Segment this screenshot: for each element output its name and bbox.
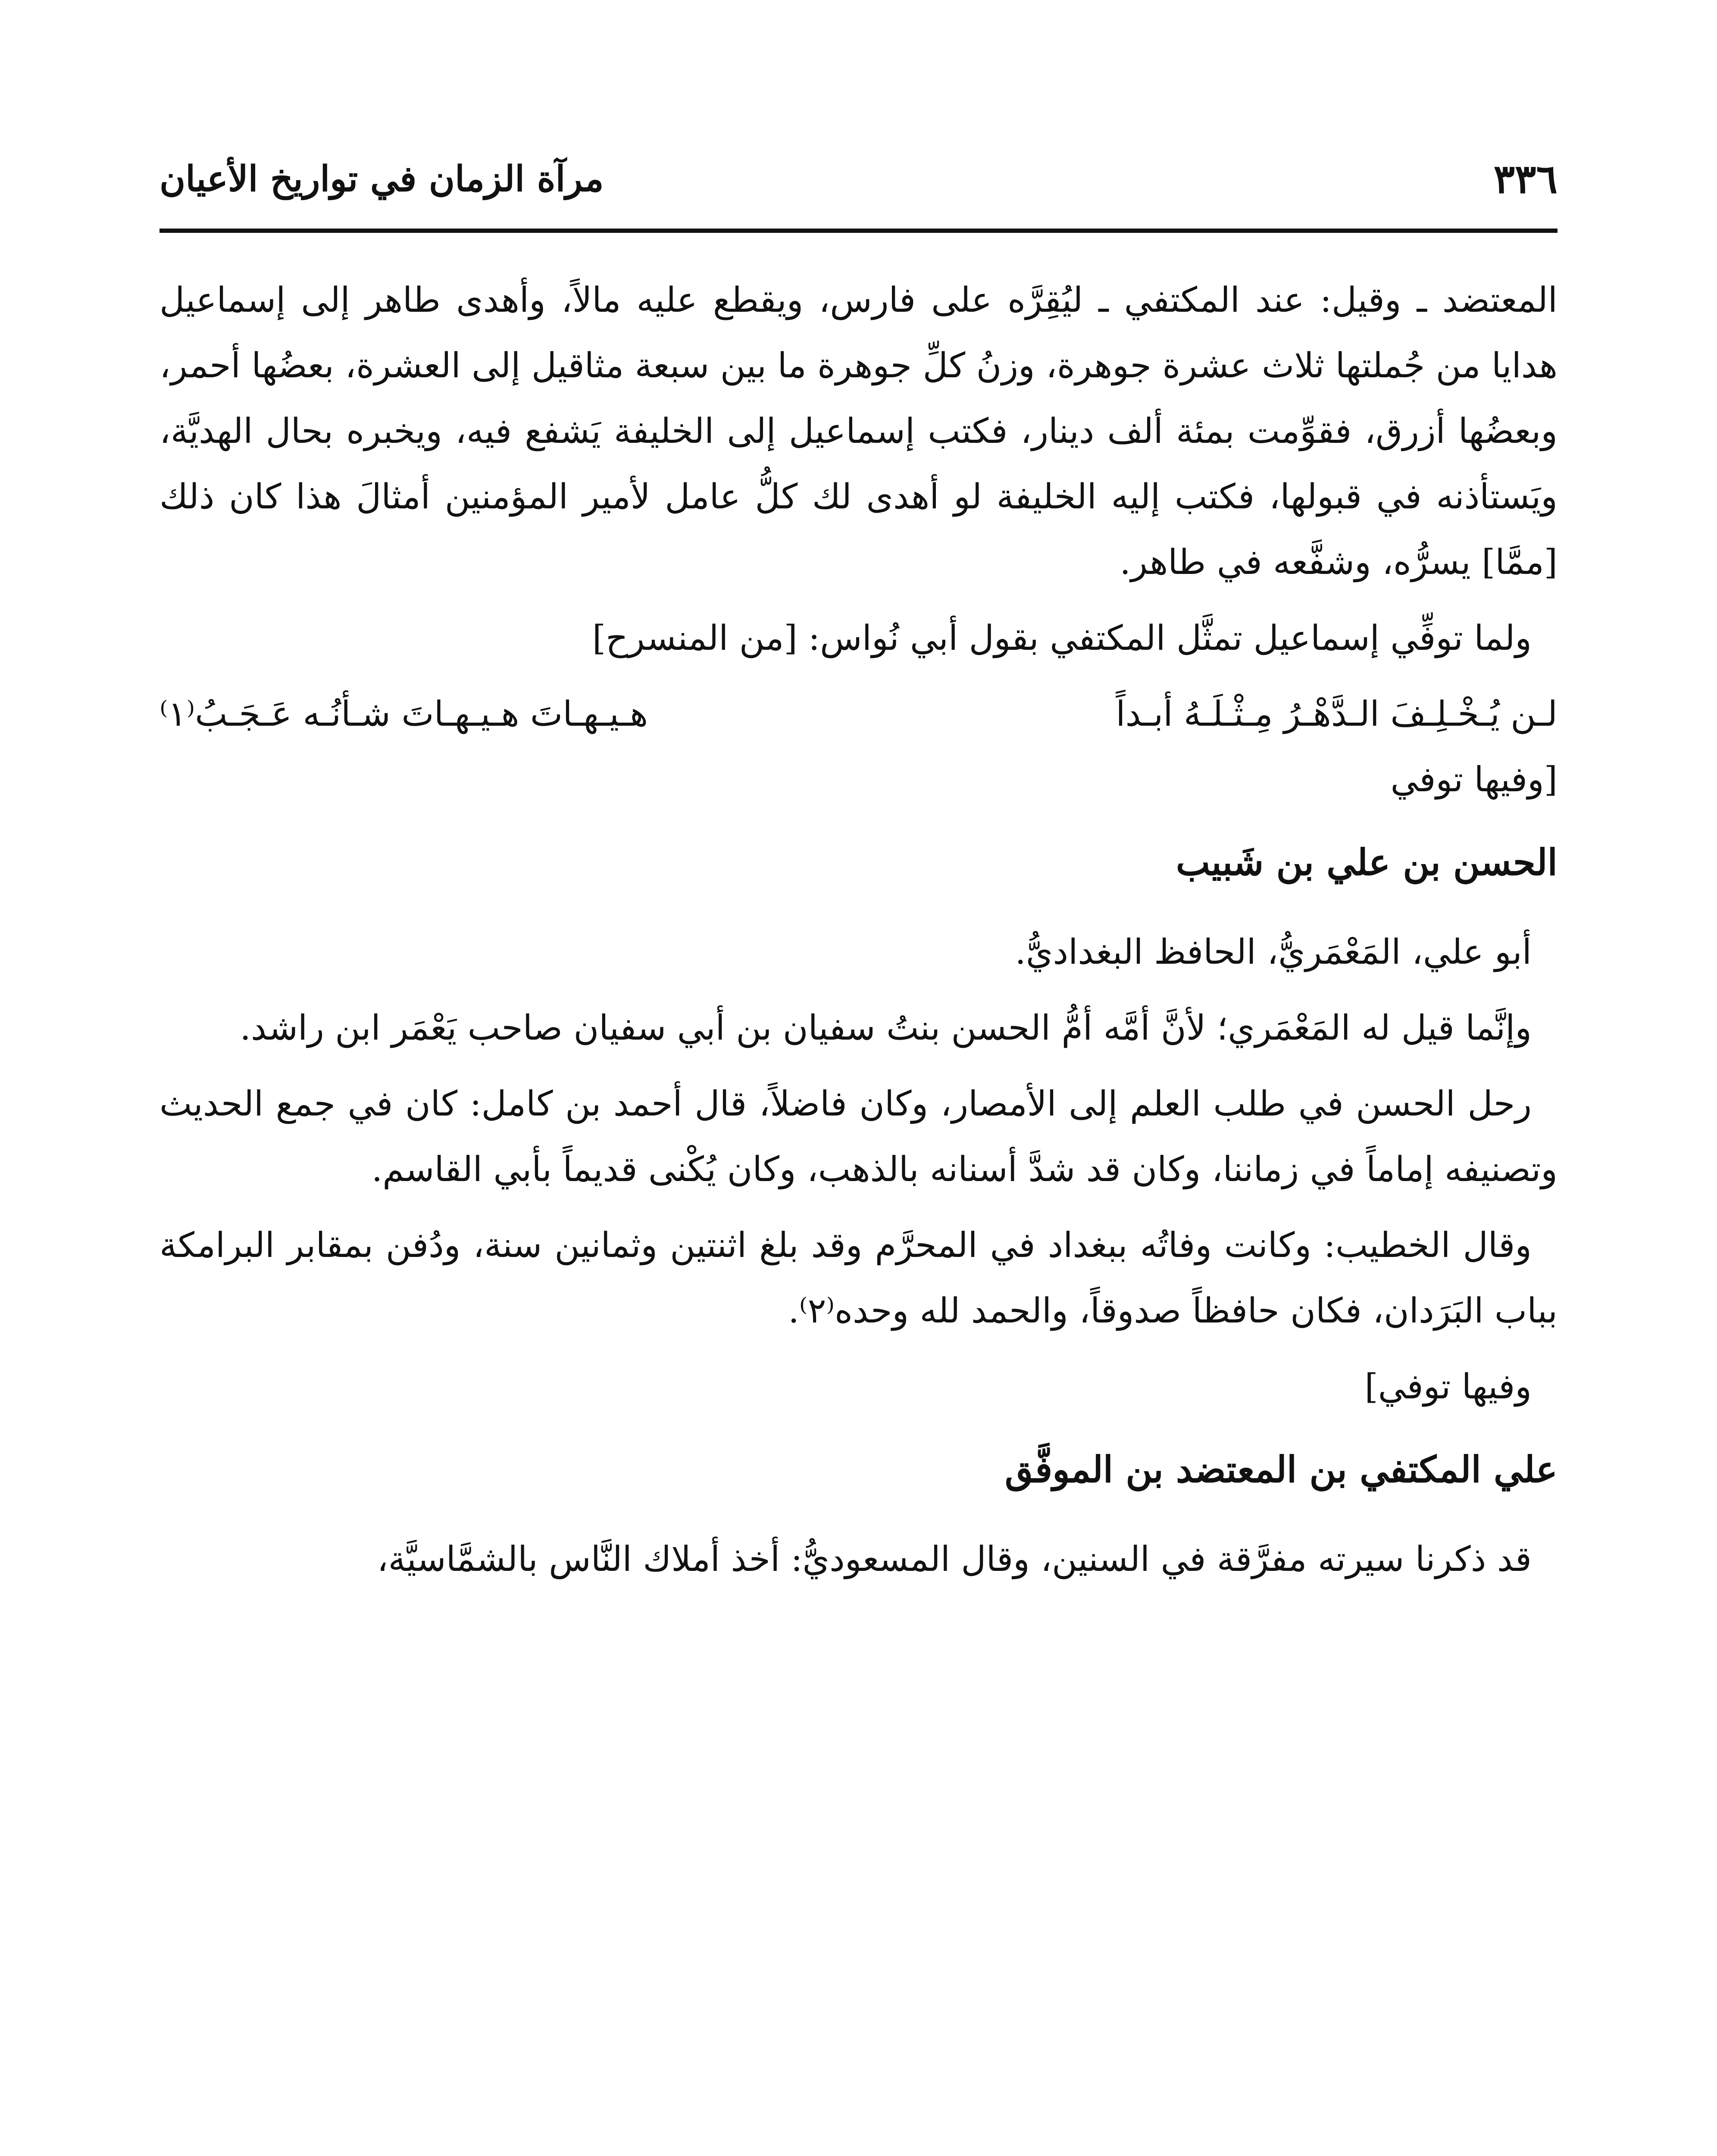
paragraph: أبو علي، المَعْمَريُّ، الحافظ البغداديُّ. [1015,932,1532,972]
header-rule [160,229,1557,233]
main-text [160,267,1557,1602]
paragraph: قد ذكرنا سيرته مفرَّقة في السنين، وقال المسعوديُّ: أخذ أملاك النَّاس بالشمَّاسيَّة، [377,1539,1532,1579]
paragraph: [وفيها توفي [1390,759,1557,799]
paragraph: وقال الخطيب: وكانت وفاتُه ببغداد في المحرَّم وقد بلغ اثنتين وثمانين سنة، ودُفن بمقابر البرامكة بباب البَرَدان، فكان حافظاً صدوقاً، والحمد لله وحده⁽٢⁾. [160,1225,1557,1331]
running-title: مرآة الزمان في تواريخ الأعيان [160,158,604,200]
page-header [160,147,1557,211]
verse-first-hemistich: لـن يُـخْـلِـفَ الـدَّهْـرُ مِـثْـلَـهُ أبـداً [1116,694,1557,734]
poem-verse [160,681,1557,747]
paragraph: رحل الحسن في طلب العلم إلى الأمصار، وكان فاضلاً، قال أحمد بن كامل: كان في جمع الحديث وتصنيفه إماماً في زماننا، وكان قد شدَّ أسنانه بالذهب، وكان يُكْنى قديماً بأبي القاسم. [160,1084,1557,1189]
page-number: ٣٣٦ [1493,156,1557,202]
paragraph: وإنَّما قيل له المَعْمَري؛ لأنَّ أمَّه أمُّ الحسن بنتُ سفيان بن أبي سفيان صاحب يَعْمَر ابن راشد. [240,1008,1532,1048]
section-heading: الحسن بن علي بن شَبيب [1176,841,1557,884]
paragraph: ولما توفِّي إسماعيل تمثَّل المكتفي بقول أبي نُواس: [من المنسرح] [592,618,1532,658]
paragraph: وفيها توفي] [1364,1366,1532,1407]
section-heading: علي المكتفي بن المعتضد بن الموفَّق [1005,1448,1557,1491]
paragraph: المعتضد ـ وقيل: عند المكتفي ـ ليُقِرَّه على فارس، ويقطع عليه مالاً، وأهدى طاهر إلى إسماعيل هدايا من جُملتها ثلاث عشرة جوهرة، وزنُ كلِّ جوهرة ما بين سبعة مثاقيل إلى العشرة، بعضُها أحمر، وبعضُها أزرق، فقوِّمت بمئة ألف دينار، فكتب إسماعيل إلى الخليفة يَشفع فيه، ويخبره بحال الهديَّة، ويَستأذنه في قبولها، فكتب إليه الخليفة لو أهدى لك كلُّ عامل لأمير المؤمنين أمثالَ هذا كان ذلك [ممَّا] يسرُّه، وشفَّعه في طاهر. [160,280,1557,582]
verse-second-hemistich: هـيـهـاتَ هـيـهـاتَ شـأنُـه عَـجَـبُ⁽١⁾ [160,694,648,734]
